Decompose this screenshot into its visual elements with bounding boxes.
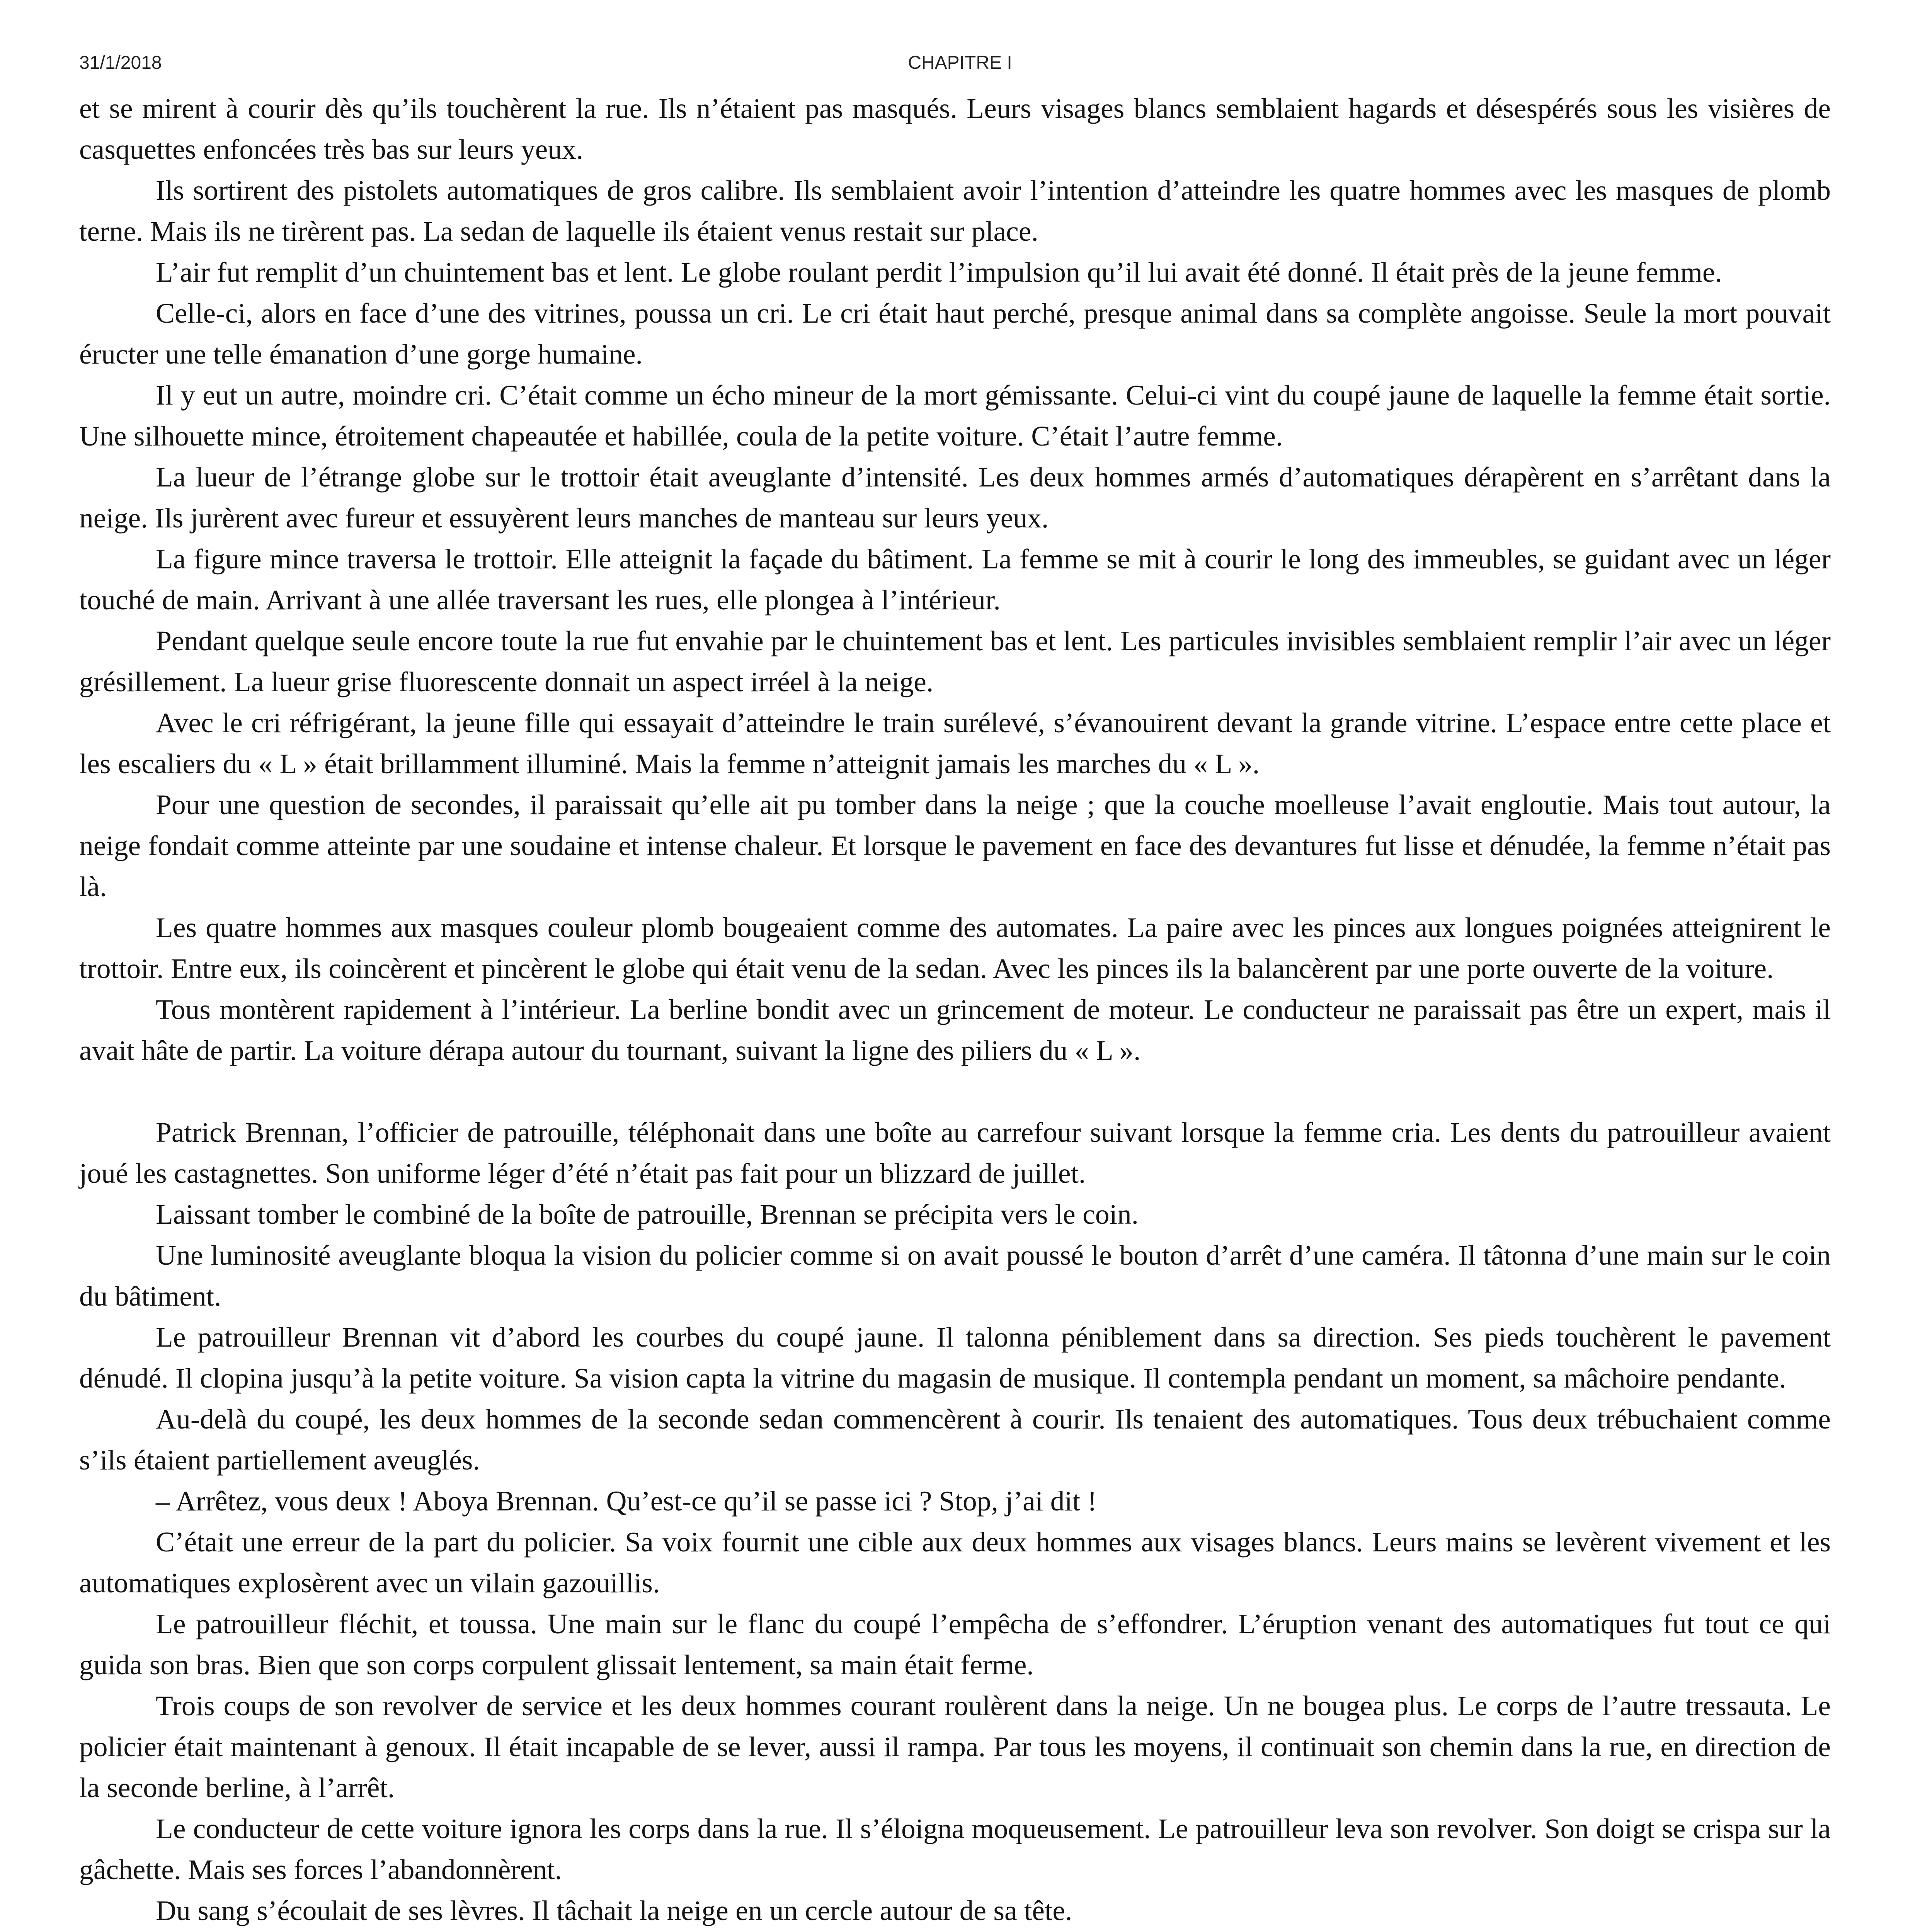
paragraph-22: Le conducteur de cette voiture ignora les corps dans la rue. Il s’éloigna moqueusement. Le patrouilleur leva son revolver. Son doigt se crispa sur la gâchette. Mais ses forces l’abandonnèrent. <box>79 1813 1831 1885</box>
paragraph-5: Il y eut un autre, moindre cri. C’était comme un écho mineur de la mort gémissante. Celui-ci vint du coupé jaune de laquelle la femme était sortie. Une silhouette mince, étroitement chapeautée et habillée, coula de la petite voiture. C’était l’autre femme. <box>79 379 1831 452</box>
paragraph-4: Celle-ci, alors en face d’une des vitrines, poussa un cri. Le cri était haut perché, presque animal dans sa complète angoisse. Seule la mort pouvait éructer une telle émanation d’une gorge humaine. <box>79 298 1831 370</box>
paragraph-16: Le patrouilleur Brennan vit d’abord les courbes du coupé jaune. Il talonna péniblement dans sa direction. Ses pieds touchèrent le pavement dénudé. Il clopina jusqu’à la petite voiture. Sa vision capta la vitrine du magasin de musique. Il contempla pendant un moment, sa mâchoire pendante. <box>79 1321 1831 1394</box>
paragraph-1: et se mirent à courir dès qu’ils touchèrent la rue. Ils n’étaient pas masqués. Leurs visages blancs semblaient hagards et désespérés sous les visières de casquettes enfoncées très bas sur leurs yeux. <box>79 93 1831 165</box>
paragraph-6: La lueur de l’étrange globe sur le trottoir était aveuglante d’intensité. Les deux hommes armés d’automatiques dérapèrent en s’arrêtant dans la neige. Ils jurèrent avec fureur et essuyèrent leurs manches de manteau sur leurs yeux. <box>79 461 1831 534</box>
paragraph-12: Tous montèrent rapidement à l’intérieur. La berline bondit avec un grincement de moteur. Le conducteur ne paraissait pas être un expert, mais il avait hâte de partir. La voiture dérapa autour du tournant, suivant la ligne des piliers du « L ». <box>79 994 1831 1066</box>
paragraph-2: Ils sortirent des pistolets automatiques de gros calibre. Ils semblaient avoir l’intention d’atteindre les quatre hommes avec les masques de plomb terne. Mais ils ne tirèrent pas. La sedan de laquelle ils étaient venus restait sur place. <box>79 175 1831 247</box>
paragraph-18: – Arrêtez, vous deux ! Aboya Brennan. Qu’est-ce qu’il se passe ici ? Stop, j’ai dit ! <box>156 1485 1097 1517</box>
paragraph-7: La figure mince traversa le trottoir. Elle atteignit la façade du bâtiment. La femme se mit à courir le long des immeubles, se guidant avec un léger touché de main. Arrivant à une allée traversant les rues, elle plongea à l’intérieur. <box>79 543 1831 616</box>
print-date: 31/1/2018 <box>79 53 162 73</box>
paragraph-20: Le patrouilleur fléchit, et toussa. Une main sur le flanc du coupé l’empêcha de s’effondrer. L’éruption venant des automatiques fut tout ce qui guida son bras. Bien que son corps corpulent glissait lentement, sa main était ferme. <box>79 1608 1831 1680</box>
paragraph-14: Laissant tomber le combiné de la boîte de patrouille, Brennan se précipita vers le coin. <box>156 1199 1139 1230</box>
page-header <box>0 0 1920 77</box>
chapter-title: CHAPITRE I <box>908 53 1012 73</box>
paragraph-11: Les quatre hommes aux masques couleur plomb bougeaient comme des automates. La paire avec les pinces aux longues poignées atteignirent le trottoir. Entre eux, ils coincèrent et pincèrent le globe qui était venu de la sedan. Avec les pinces ils la balancèrent par une porte ouverte de la voiture. <box>79 912 1831 984</box>
paragraph-8: Pendant quelque seule encore toute la rue fut envahie par le chuintement bas et lent. Les particules invisibles semblaient remplir l’air avec un léger grésillement. La lueur grise fluorescente donnait un aspect irréel à la neige. <box>79 625 1831 697</box>
document-body <box>79 88 1831 1932</box>
paragraph-23: Du sang s’écoulait de ses lèvres. Il tâchait la neige en un cercle autour de sa tête. <box>156 1895 1072 1926</box>
paragraph-13: Patrick Brennan, l’officier de patrouille, téléphonait dans une boîte au carrefour suivant lorsque la femme cria. Les dents du patrouilleur avaient joué les castagnettes. Son uniforme léger d’été n’était pas fait pour un blizzard de juillet. <box>79 1117 1831 1189</box>
paragraph-21: Trois coups de son revolver de service et les deux hommes courant roulèrent dans la neige. Un ne bougea plus. Le corps de l’autre tressauta. Le policier était maintenant à genoux. Il était incapable de se lever, aussi il rampa. Par tous les moyens, il continuait son chemin dans la rue, en direction de la seconde berline, à l’arrêt. <box>79 1690 1831 1803</box>
paragraph-10: Pour une question de secondes, il paraissait qu’elle ait pu tomber dans la neige ; que la couche moelleuse l’avait engloutie. Mais tout autour, la neige fondait comme atteinte par une soudaine et intense chaleur. Et lorsque le pavement en face des devantures fut lisse et dénudée, la femme n’était pas là. <box>79 789 1831 902</box>
paragraph-17: Au-delà du coupé, les deux hommes de la seconde sedan commencèrent à courir. Ils tenaient des automatiques. Tous deux trébuchaient comme s’ils étaient partiellement aveuglés. <box>79 1403 1831 1476</box>
paragraph-3: L’air fut remplit d’un chuintement bas et lent. Le globe roulant perdit l’impulsion qu’il lui avait été donné. Il était près de la jeune femme. <box>156 257 1722 288</box>
paragraph-15: Une luminosité aveuglante bloqua la vision du policier comme si on avait poussé le bouton d’arrêt d’une caméra. Il tâtonna d’une main sur le coin du bâtiment. <box>79 1240 1831 1312</box>
paragraph-19: C’était une erreur de la part du policier. Sa voix fournit une cible aux deux hommes aux visages blancs. Leurs mains se levèrent vivement et les automatiques explosèrent avec un vilain gazouillis. <box>79 1526 1831 1599</box>
paragraph-9: Avec le cri réfrigérant, la jeune fille qui essayait d’atteindre le train surélevé, s’évanouirent devant la grande vitrine. L’espace entre cette place et les escaliers du « L » était brillamment illuminé. Mais la femme n’atteignit jamais les marches du « L ». <box>79 707 1831 779</box>
